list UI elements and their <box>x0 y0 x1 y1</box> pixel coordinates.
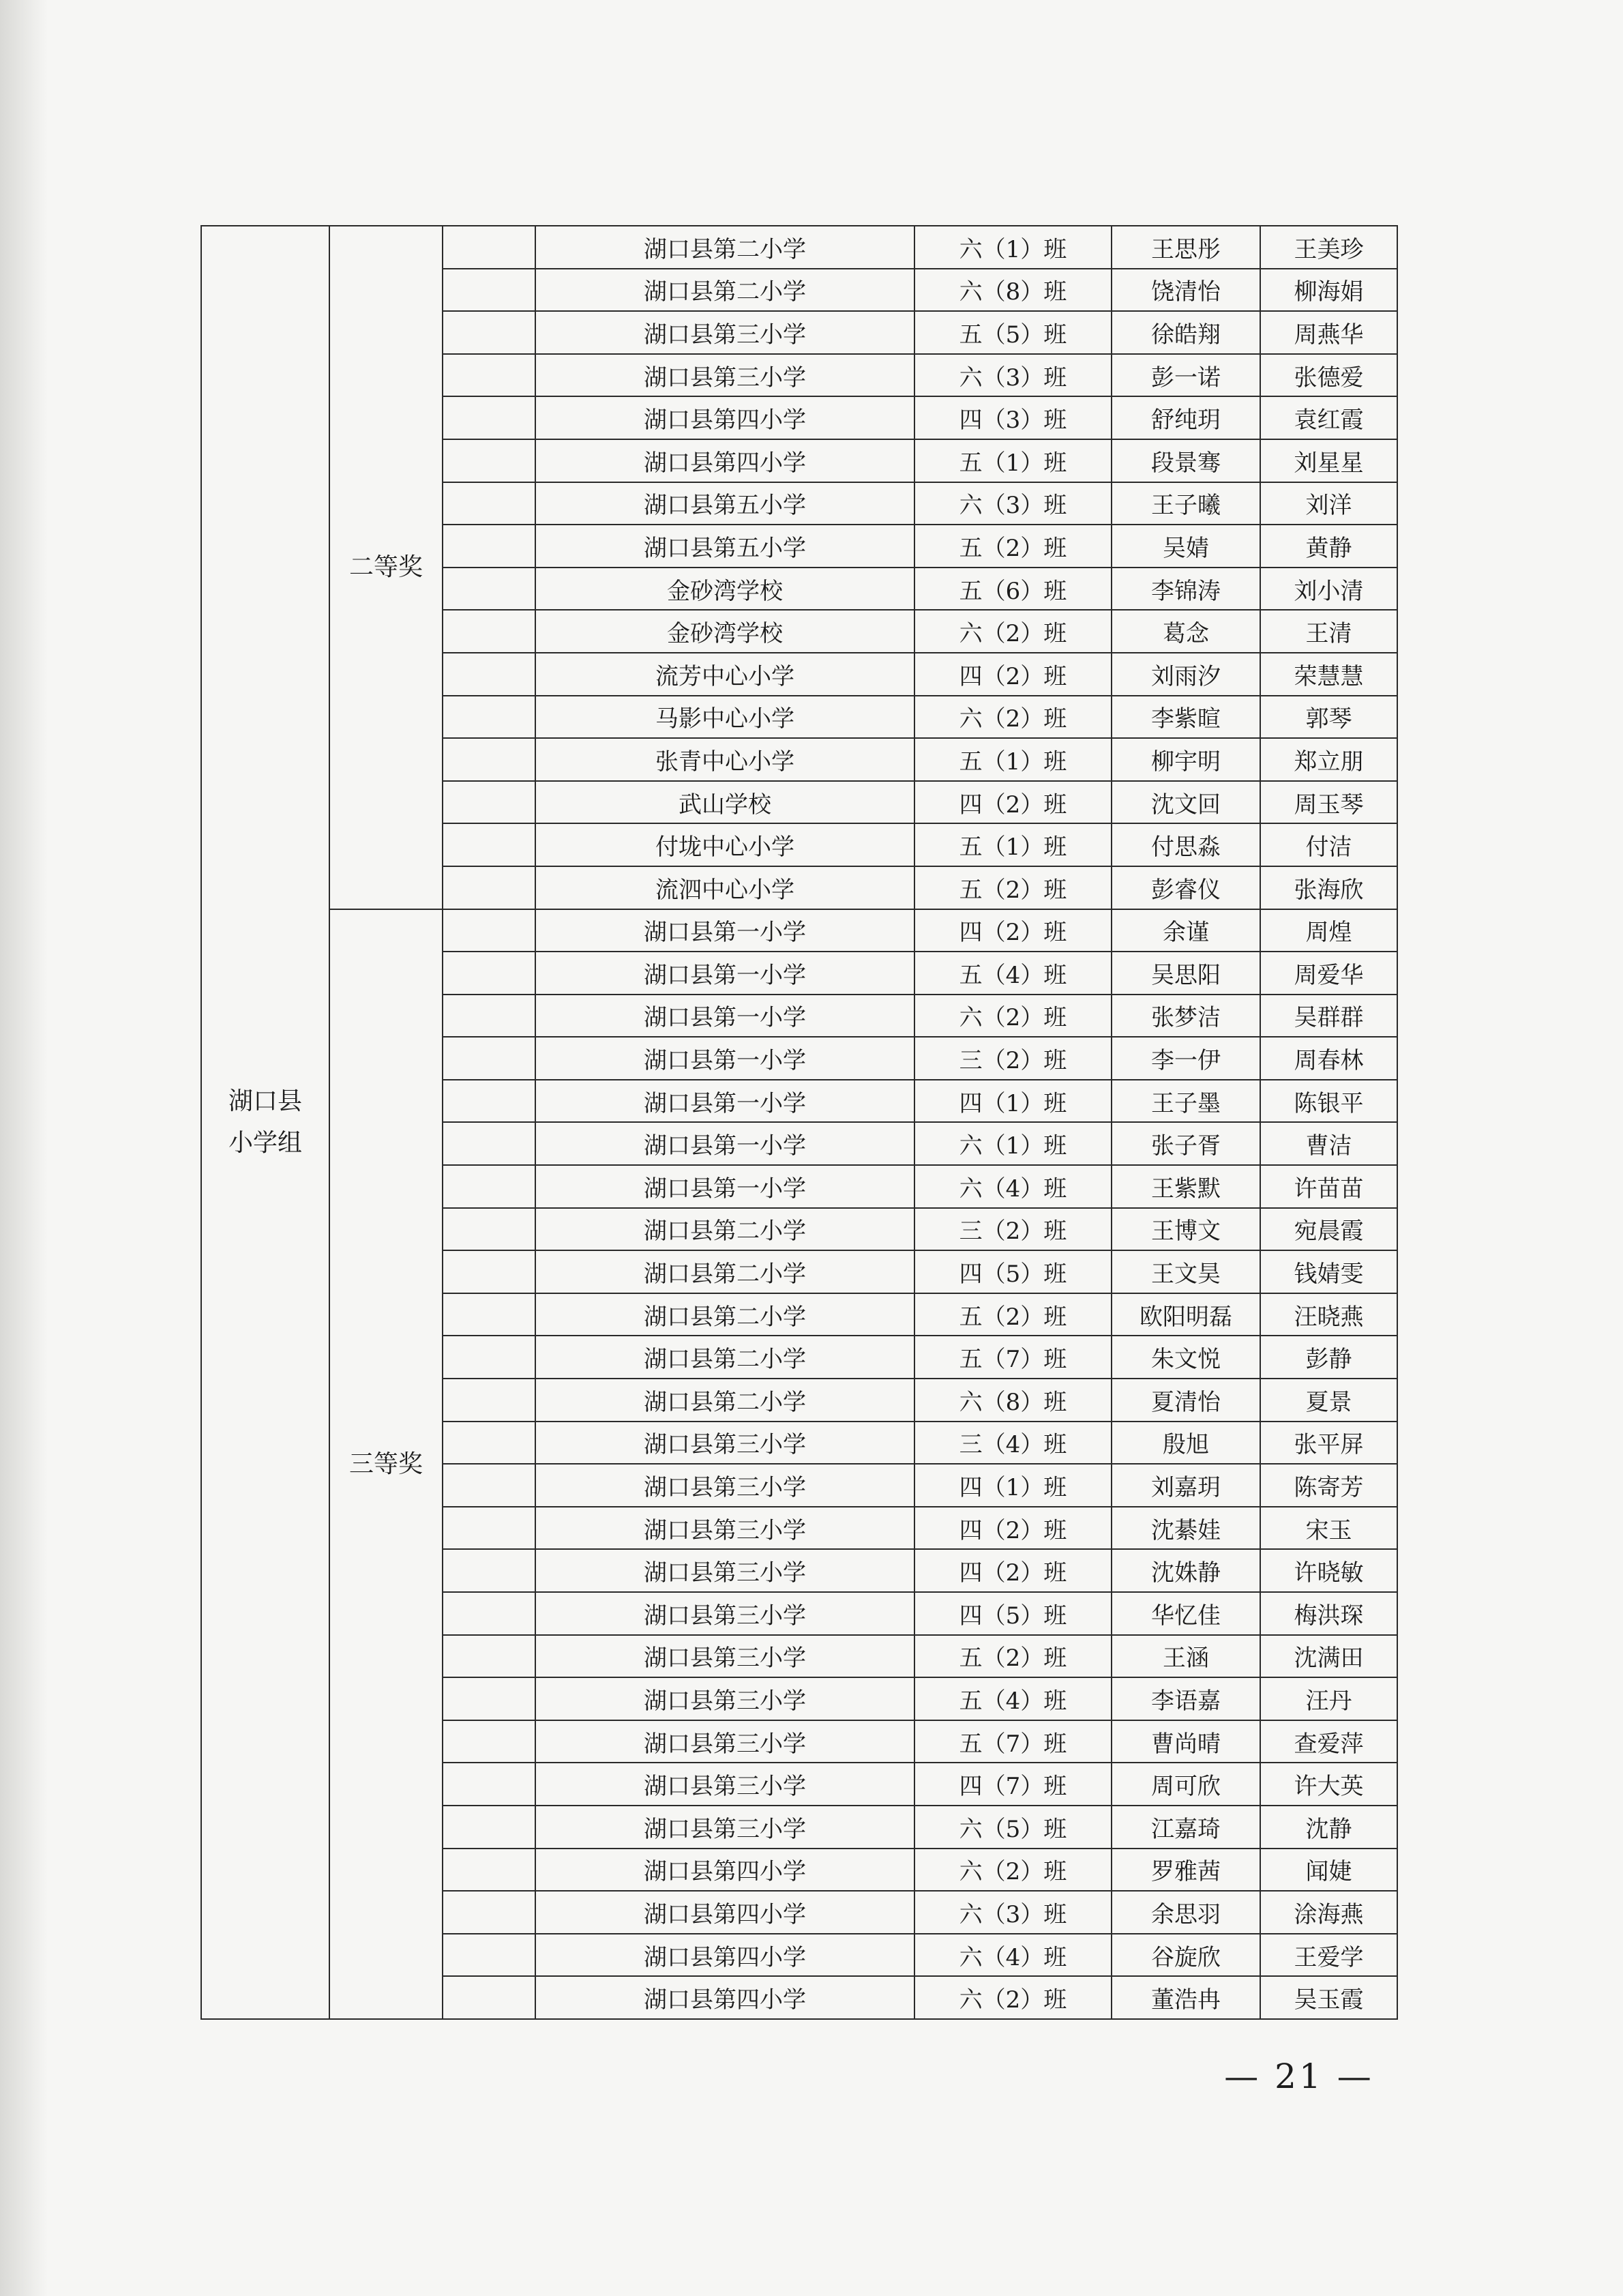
teacher-cell: 袁红霞 <box>1260 396 1397 439</box>
class-cell: 四（7）班 <box>914 1763 1112 1806</box>
school-cell: 张青中心小学 <box>535 738 914 781</box>
teacher-cell: 张海欣 <box>1260 866 1397 909</box>
blank-cell <box>443 568 535 610</box>
page-binding-shadow <box>0 0 48 2296</box>
student-cell: 朱文悦 <box>1112 1336 1260 1379</box>
student-cell: 余思羽 <box>1112 1891 1260 1934</box>
school-cell: 湖口县第五小学 <box>535 525 914 568</box>
teacher-cell: 汪丹 <box>1260 1677 1397 1720</box>
class-cell: 五（5）班 <box>914 311 1112 354</box>
blank-cell <box>443 1336 535 1379</box>
school-cell: 湖口县第一小学 <box>535 909 914 952</box>
school-cell: 湖口县第二小学 <box>535 1293 914 1336</box>
student-cell: 彭睿仪 <box>1112 866 1260 909</box>
student-cell: 吴思阳 <box>1112 952 1260 995</box>
blank-cell <box>443 952 535 995</box>
student-cell: 董浩冉 <box>1112 1976 1260 2019</box>
class-cell: 六（5）班 <box>914 1806 1112 1849</box>
blank-cell <box>443 1379 535 1422</box>
student-cell: 沈文回 <box>1112 781 1260 824</box>
school-cell: 流芳中心小学 <box>535 653 914 696</box>
teacher-cell: 宋玉 <box>1260 1507 1397 1550</box>
teacher-cell: 汪晓燕 <box>1260 1293 1397 1336</box>
teacher-cell: 吴群群 <box>1260 995 1397 1037</box>
student-cell: 李紫暄 <box>1112 696 1260 739</box>
blank-cell <box>443 866 535 909</box>
student-cell: 张梦洁 <box>1112 995 1260 1037</box>
blank-cell <box>443 482 535 525</box>
teacher-cell: 黄静 <box>1260 525 1397 568</box>
class-cell: 四（2）班 <box>914 1507 1112 1550</box>
student-cell: 华忆佳 <box>1112 1592 1260 1635</box>
blank-cell <box>443 823 535 866</box>
teacher-cell: 陈寄芳 <box>1260 1464 1397 1507</box>
school-cell: 金砂湾学校 <box>535 568 914 610</box>
student-cell: 吴婧 <box>1112 525 1260 568</box>
teacher-cell: 周春林 <box>1260 1037 1397 1080</box>
class-cell: 六（3）班 <box>914 482 1112 525</box>
student-cell: 舒纯玥 <box>1112 396 1260 439</box>
student-cell: 张子胥 <box>1112 1122 1260 1165</box>
teacher-cell: 周玉琴 <box>1260 781 1397 824</box>
blank-cell <box>443 1849 535 1892</box>
school-cell: 湖口县第三小学 <box>535 1592 914 1635</box>
class-cell: 四（1）班 <box>914 1464 1112 1507</box>
teacher-cell: 吴玉霞 <box>1260 1976 1397 2019</box>
teacher-cell: 刘小清 <box>1260 568 1397 610</box>
class-cell: 四（2）班 <box>914 781 1112 824</box>
blank-cell <box>443 269 535 312</box>
blank-cell <box>443 1464 535 1507</box>
blank-cell <box>443 1250 535 1293</box>
blank-cell <box>443 226 535 269</box>
student-cell: 徐皓翔 <box>1112 311 1260 354</box>
student-cell: 欧阳明磊 <box>1112 1293 1260 1336</box>
school-cell: 湖口县第三小学 <box>535 1806 914 1849</box>
class-cell: 六（8）班 <box>914 269 1112 312</box>
teacher-cell: 王爱学 <box>1260 1934 1397 1977</box>
student-cell: 沈姝静 <box>1112 1549 1260 1592</box>
school-cell: 湖口县第三小学 <box>535 1635 914 1678</box>
class-cell: 六（2）班 <box>914 995 1112 1037</box>
teacher-cell: 宛晨霞 <box>1260 1208 1397 1251</box>
group-cell <box>201 226 329 2019</box>
school-cell: 湖口县第三小学 <box>535 1763 914 1806</box>
student-cell: 彭一诺 <box>1112 354 1260 397</box>
school-cell: 湖口县第三小学 <box>535 1507 914 1550</box>
student-cell: 周可欣 <box>1112 1763 1260 1806</box>
blank-cell <box>443 1549 535 1592</box>
blank-cell <box>443 1976 535 2019</box>
table-row <box>201 909 1397 952</box>
blank-cell <box>443 696 535 739</box>
class-cell: 五（6）班 <box>914 568 1112 610</box>
student-cell: 葛念 <box>1112 610 1260 653</box>
class-cell: 六（3）班 <box>914 1891 1112 1934</box>
blank-cell <box>443 1080 535 1123</box>
class-cell: 四（3）班 <box>914 396 1112 439</box>
student-cell: 刘雨汐 <box>1112 653 1260 696</box>
teacher-cell: 郑立朋 <box>1260 738 1397 781</box>
student-cell: 沈綦娃 <box>1112 1507 1260 1550</box>
class-cell: 四（5）班 <box>914 1250 1112 1293</box>
teacher-cell: 陈银平 <box>1260 1080 1397 1123</box>
class-cell: 四（2）班 <box>914 653 1112 696</box>
teacher-cell: 沈满田 <box>1260 1635 1397 1678</box>
school-cell: 武山学校 <box>535 781 914 824</box>
class-cell: 六（4）班 <box>914 1934 1112 1977</box>
blank-cell <box>443 396 535 439</box>
school-cell: 湖口县第二小学 <box>535 1250 914 1293</box>
school-cell: 湖口县第四小学 <box>535 1976 914 2019</box>
class-cell: 三（2）班 <box>914 1037 1112 1080</box>
school-cell: 湖口县第三小学 <box>535 311 914 354</box>
teacher-cell: 查爱萍 <box>1260 1720 1397 1763</box>
blank-cell <box>443 311 535 354</box>
teacher-cell: 夏景 <box>1260 1379 1397 1422</box>
student-cell: 段景骞 <box>1112 439 1260 482</box>
school-cell: 湖口县第一小学 <box>535 1122 914 1165</box>
class-cell: 五（4）班 <box>914 952 1112 995</box>
blank-cell <box>443 1592 535 1635</box>
teacher-cell: 周燕华 <box>1260 311 1397 354</box>
class-cell: 五（2）班 <box>914 525 1112 568</box>
class-cell: 六（2）班 <box>914 1849 1112 1892</box>
school-cell: 湖口县第二小学 <box>535 1208 914 1251</box>
school-cell: 湖口县第二小学 <box>535 1379 914 1422</box>
school-cell: 湖口县第二小学 <box>535 226 914 269</box>
teacher-cell: 许苗苗 <box>1260 1165 1397 1208</box>
awards-table <box>200 225 1398 2020</box>
class-cell: 五（1）班 <box>914 738 1112 781</box>
school-cell: 付垅中心小学 <box>535 823 914 866</box>
class-cell: 六（2）班 <box>914 696 1112 739</box>
student-cell: 夏清怡 <box>1112 1379 1260 1422</box>
class-cell: 六（3）班 <box>914 354 1112 397</box>
class-cell: 五（2）班 <box>914 1293 1112 1336</box>
class-cell: 六（8）班 <box>914 1379 1112 1422</box>
class-cell: 四（2）班 <box>914 1549 1112 1592</box>
class-cell: 六（4）班 <box>914 1165 1112 1208</box>
class-cell: 五（7）班 <box>914 1720 1112 1763</box>
blank-cell <box>443 525 535 568</box>
school-cell: 湖口县第一小学 <box>535 1037 914 1080</box>
school-cell: 湖口县第三小学 <box>535 1549 914 1592</box>
student-cell: 李锦涛 <box>1112 568 1260 610</box>
school-cell: 马影中心小学 <box>535 696 914 739</box>
school-cell: 湖口县第五小学 <box>535 482 914 525</box>
class-cell: 三（4）班 <box>914 1422 1112 1465</box>
blank-cell <box>443 1165 535 1208</box>
blank-cell <box>443 995 535 1037</box>
school-cell: 湖口县第四小学 <box>535 396 914 439</box>
student-cell: 谷旋欣 <box>1112 1934 1260 1977</box>
blank-cell <box>443 653 535 696</box>
student-cell: 殷旭 <box>1112 1422 1260 1465</box>
teacher-cell: 郭琴 <box>1260 696 1397 739</box>
school-cell: 湖口县第四小学 <box>535 1849 914 1892</box>
school-cell: 湖口县第二小学 <box>535 1336 914 1379</box>
blank-cell <box>443 1806 535 1849</box>
student-cell: 王文昊 <box>1112 1250 1260 1293</box>
awards-table-body <box>201 226 1397 2019</box>
blank-cell <box>443 610 535 653</box>
blank-cell <box>443 1677 535 1720</box>
prize-level-cell: 三等奖 <box>329 909 443 2019</box>
class-cell: 四（1）班 <box>914 1080 1112 1123</box>
student-cell: 王子曦 <box>1112 482 1260 525</box>
teacher-cell: 张德爱 <box>1260 354 1397 397</box>
teacher-cell: 梅洪琛 <box>1260 1592 1397 1635</box>
school-cell: 湖口县第四小学 <box>535 1934 914 1977</box>
school-cell: 湖口县第三小学 <box>535 1464 914 1507</box>
teacher-cell: 刘洋 <box>1260 482 1397 525</box>
student-cell: 王博文 <box>1112 1208 1260 1251</box>
teacher-cell: 许大英 <box>1260 1763 1397 1806</box>
blank-cell <box>443 1507 535 1550</box>
teacher-cell: 王美珍 <box>1260 226 1397 269</box>
teacher-cell: 周爱华 <box>1260 952 1397 995</box>
student-cell: 李语嘉 <box>1112 1677 1260 1720</box>
class-cell: 四（5）班 <box>914 1592 1112 1635</box>
group-line: 湖口县 <box>228 1087 302 1116</box>
school-cell: 金砂湾学校 <box>535 610 914 653</box>
teacher-cell: 王清 <box>1260 610 1397 653</box>
group-line: 小学组 <box>228 1129 302 1158</box>
student-cell: 罗雅茜 <box>1112 1849 1260 1892</box>
class-cell: 六（2）班 <box>914 610 1112 653</box>
school-cell: 湖口县第三小学 <box>535 354 914 397</box>
teacher-cell: 钱婧雯 <box>1260 1250 1397 1293</box>
student-cell: 王子墨 <box>1112 1080 1260 1123</box>
blank-cell <box>443 1635 535 1678</box>
teacher-cell: 沈静 <box>1260 1806 1397 1849</box>
class-cell: 三（2）班 <box>914 1208 1112 1251</box>
blank-cell <box>443 439 535 482</box>
class-cell: 五（2）班 <box>914 1635 1112 1678</box>
blank-cell <box>443 1422 535 1465</box>
school-cell: 湖口县第四小学 <box>535 1891 914 1934</box>
class-cell: 五（4）班 <box>914 1677 1112 1720</box>
prize-level-cell: 二等奖 <box>329 226 443 909</box>
student-cell: 刘嘉玥 <box>1112 1464 1260 1507</box>
student-cell: 柳宇明 <box>1112 738 1260 781</box>
teacher-cell: 荣慧慧 <box>1260 653 1397 696</box>
blank-cell <box>443 1208 535 1251</box>
school-cell: 湖口县第一小学 <box>535 1080 914 1123</box>
blank-cell <box>443 1037 535 1080</box>
student-cell: 李一伊 <box>1112 1037 1260 1080</box>
student-cell: 王紫默 <box>1112 1165 1260 1208</box>
teacher-cell: 彭静 <box>1260 1336 1397 1379</box>
blank-cell <box>443 738 535 781</box>
student-cell: 饶清怡 <box>1112 269 1260 312</box>
student-cell: 曹尚晴 <box>1112 1720 1260 1763</box>
teacher-cell: 周煌 <box>1260 909 1397 952</box>
student-cell: 王涵 <box>1112 1635 1260 1678</box>
blank-cell <box>443 1763 535 1806</box>
class-cell: 六（2）班 <box>914 1976 1112 2019</box>
student-cell: 江嘉琦 <box>1112 1806 1260 1849</box>
class-cell: 六（1）班 <box>914 226 1112 269</box>
blank-cell <box>443 1891 535 1934</box>
teacher-cell: 曹洁 <box>1260 1122 1397 1165</box>
blank-cell <box>443 909 535 952</box>
blank-cell <box>443 1293 535 1336</box>
school-cell: 湖口县第一小学 <box>535 995 914 1037</box>
school-cell: 湖口县第一小学 <box>535 1165 914 1208</box>
table-row <box>201 226 1397 269</box>
school-cell: 湖口县第一小学 <box>535 952 914 995</box>
blank-cell <box>443 1720 535 1763</box>
teacher-cell: 许晓敏 <box>1260 1549 1397 1592</box>
class-cell: 四（2）班 <box>914 909 1112 952</box>
student-cell: 王思彤 <box>1112 226 1260 269</box>
blank-cell <box>443 781 535 824</box>
teacher-cell: 闻婕 <box>1260 1849 1397 1892</box>
student-cell: 付思淼 <box>1112 823 1260 866</box>
blank-cell <box>443 354 535 397</box>
school-cell: 湖口县第三小学 <box>535 1677 914 1720</box>
teacher-cell: 付洁 <box>1260 823 1397 866</box>
student-cell: 余谨 <box>1112 909 1260 952</box>
blank-cell <box>443 1934 535 1977</box>
class-cell: 五（7）班 <box>914 1336 1112 1379</box>
class-cell: 五（2）班 <box>914 866 1112 909</box>
page-number: — 21 — <box>1224 2057 1374 2096</box>
teacher-cell: 张平屏 <box>1260 1422 1397 1465</box>
class-cell: 五（1）班 <box>914 823 1112 866</box>
school-cell: 流泗中心小学 <box>535 866 914 909</box>
class-cell: 五（1）班 <box>914 439 1112 482</box>
teacher-cell: 刘星星 <box>1260 439 1397 482</box>
class-cell: 六（1）班 <box>914 1122 1112 1165</box>
teacher-cell: 涂海燕 <box>1260 1891 1397 1934</box>
blank-cell <box>443 1122 535 1165</box>
teacher-cell: 柳海娟 <box>1260 269 1397 312</box>
school-cell: 湖口县第三小学 <box>535 1422 914 1465</box>
school-cell: 湖口县第三小学 <box>535 1720 914 1763</box>
school-cell: 湖口县第二小学 <box>535 269 914 312</box>
school-cell: 湖口县第四小学 <box>535 439 914 482</box>
